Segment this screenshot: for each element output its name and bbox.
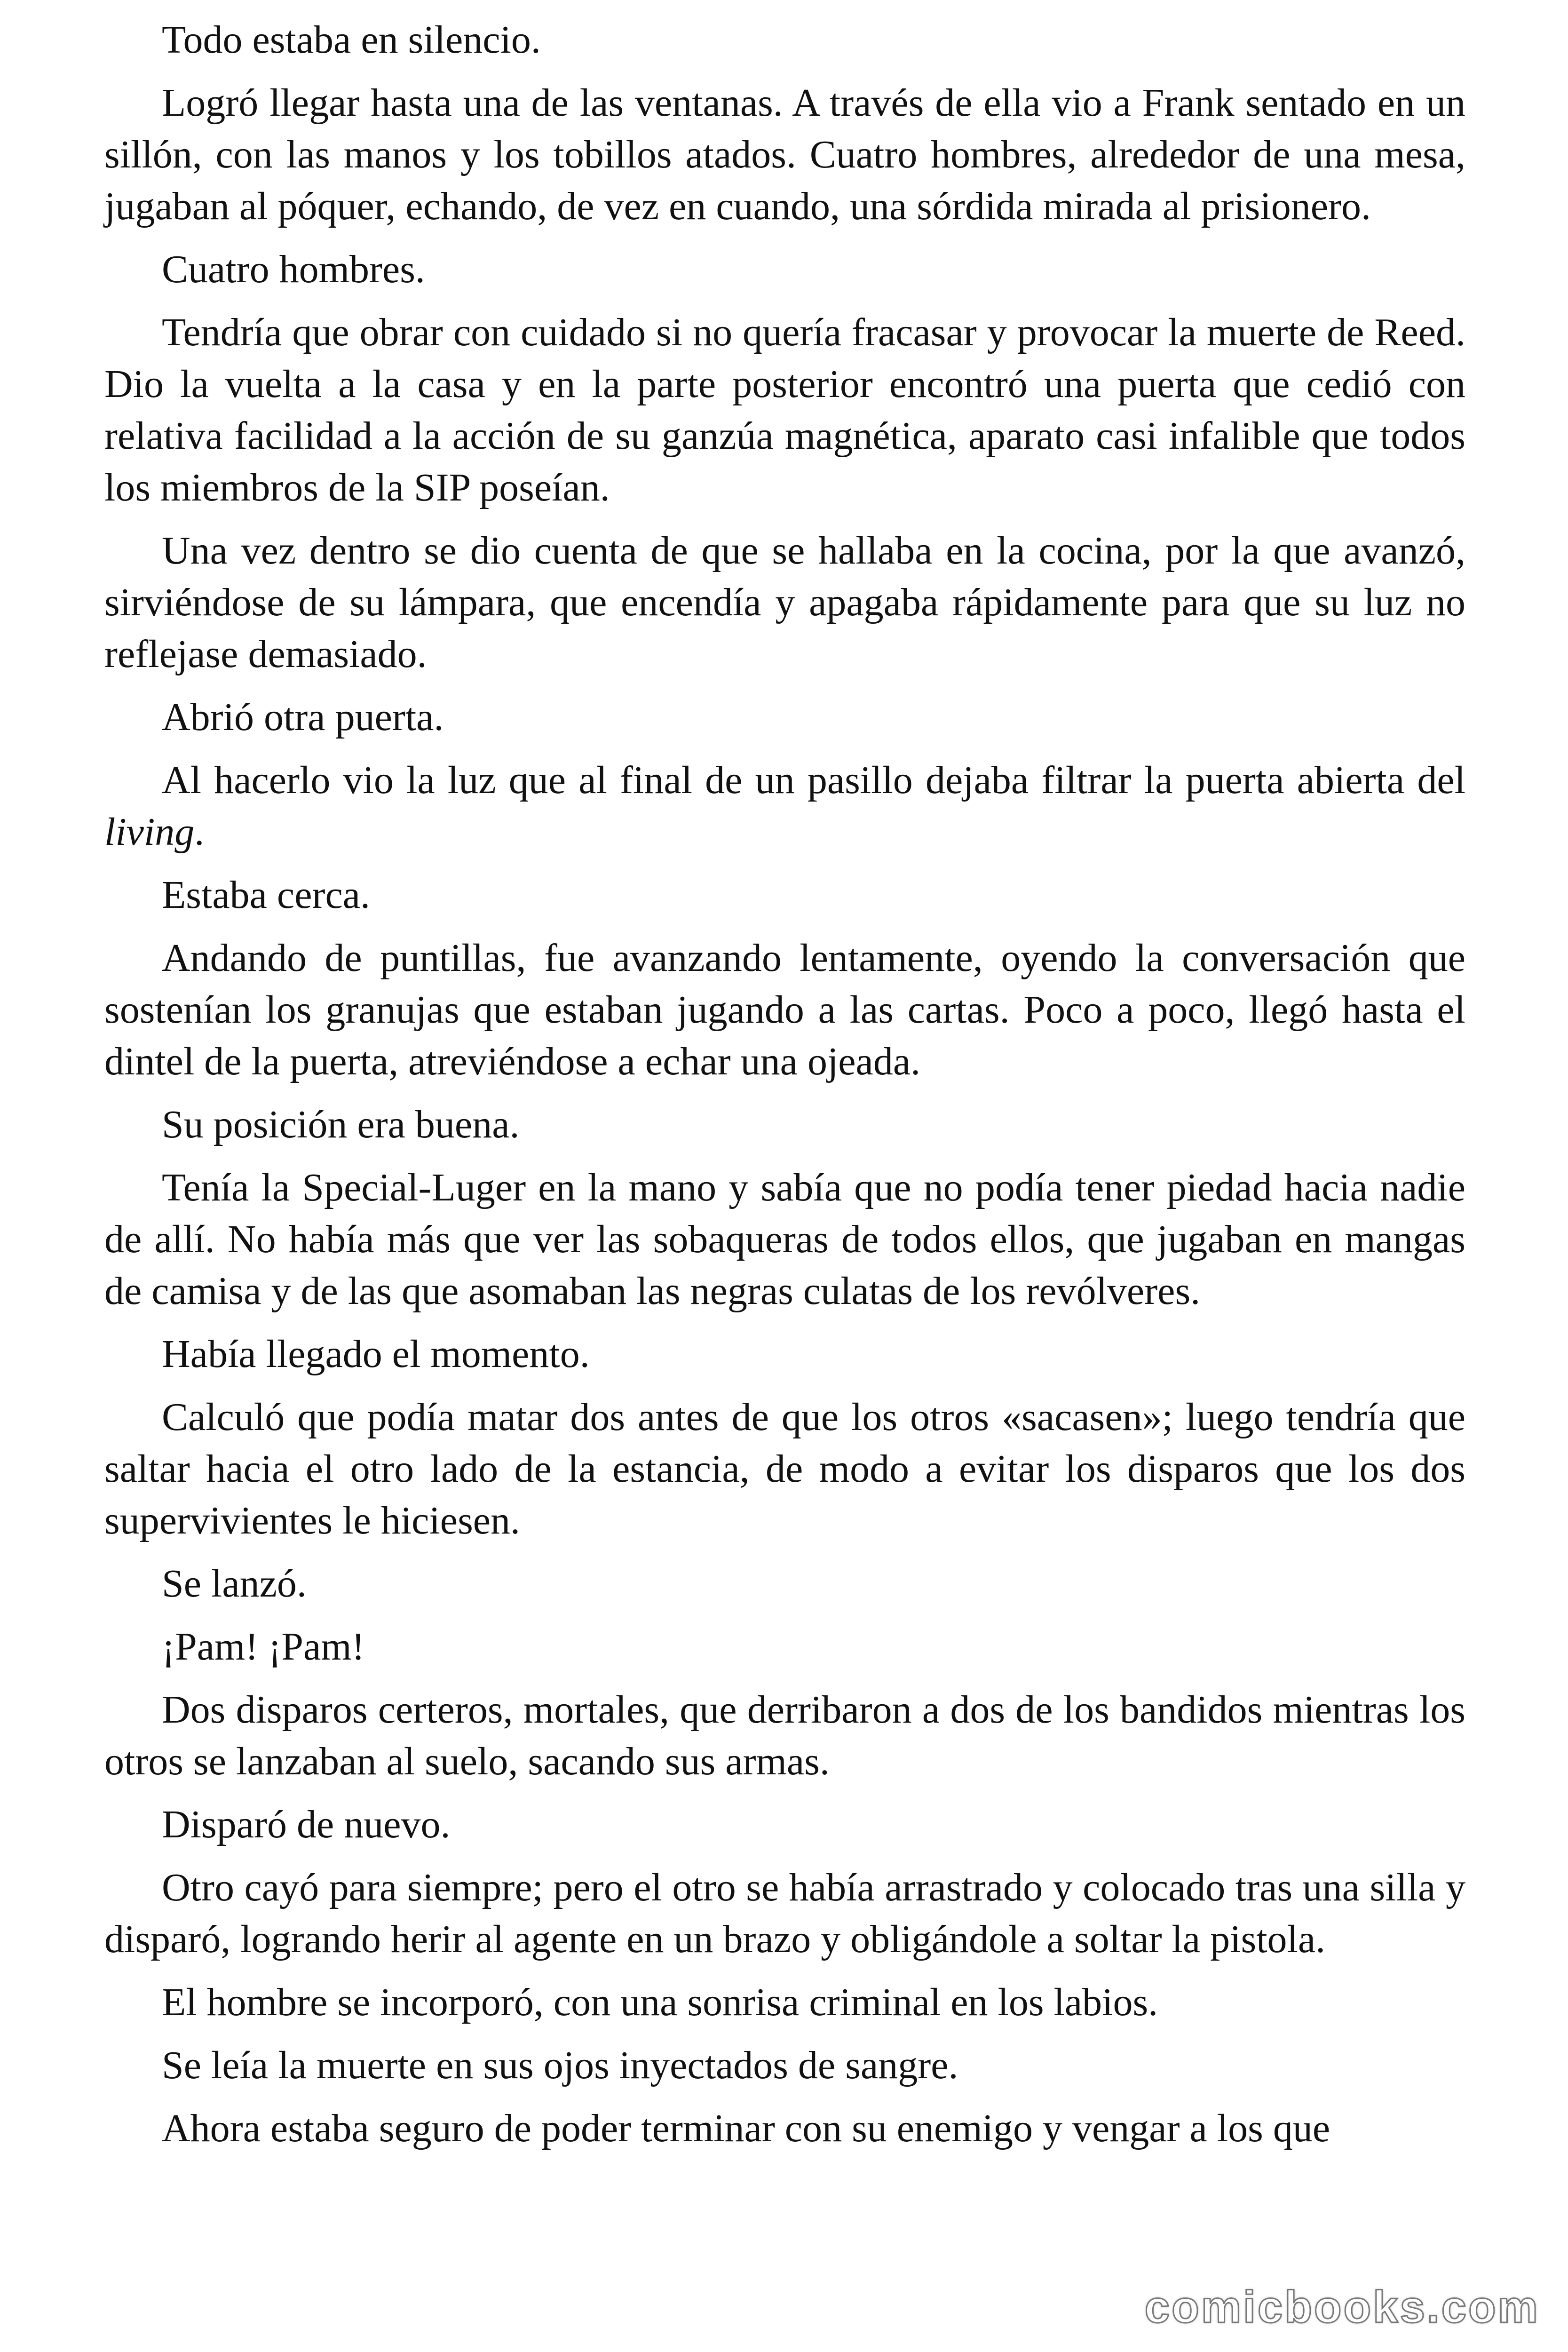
paragraph: Ahora estaba seguro de poder terminar con su enemigo y vengar a los que [162,2106,1330,2150]
italic-word: living [104,810,195,854]
watermark: comicbooks.com [1144,2282,1540,2332]
paragraph: Calculó que podía matar dos antes de que los otros «sacasen»; luego tendría que saltar hacia el otro lado de la estancia, de modo a evitar los disparos que los dos supervivientes le hiciesen. [104,1395,1465,1542]
paragraph: Logró llegar hasta una de las ventanas. A través de ella vio a Frank sentado en un sillón, con las manos y los tobillos atados. Cuatro hombres, alrededor de una mesa, jugaban al póquer, echando, de vez en cuando, una sórdida mirada al prisionero. [104,81,1465,228]
paragraph: ¡Pam! ¡Pam! [162,1625,365,1669]
paragraph: Otro cayó para siempre; pero el otro se había arrastrado y colocado tras una silla y disparó, logrando herir al agente en un brazo y obligándole a soltar la pistola. [104,1866,1465,1961]
paragraph: Todo estaba en silencio. [162,18,541,62]
paragraph: Su posición era buena. [162,1103,520,1146]
paragraph: Se lanzó. [162,1562,307,1605]
paragraph: Tenía la Special-Luger en la mano y sabía que no podía tener piedad hacia nadie de allí. No había más que ver las sobaqueras de todos ellos, que jugaban en mangas de camisa y de las que asomaban las negras culatas de los revólveres. [104,1166,1465,1313]
paragraph: Tendría que obrar con cuidado si no quería fracasar y provocar la muerte de Reed. Dio la vuelta a la casa y en la parte posterior encontró una puerta que cedió con relativa facilidad a la acción de su ganzúa magnética, aparato casi infalible que todos los miembros de la SIP poseían. [104,310,1465,509]
paragraph: Andando de puntillas, fue avanzando lentamente, oyendo la conversación que sostenían los granujas que estaban jugando a las cartas. Poco a poco, llegó hasta el dintel de la puerta, atreviéndose a echar una ojeada. [104,936,1465,1083]
paragraph: Dos disparos certeros, mortales, que derribaron a dos de los bandidos mientras los otros se lanzaban al suelo, sacando sus armas. [104,1688,1465,1783]
paragraph-text: Al hacerlo vio la luz que al final de un pasillo dejaba filtrar la puerta abierta del [162,758,1465,802]
paragraph: Se leía la muerte en sus ojos inyectados de sangre. [162,2043,958,2087]
paragraph: Cuatro hombres. [162,247,425,291]
paragraph: Estaba cerca. [162,873,371,917]
paragraph: Disparó de nuevo. [162,1803,451,1846]
paragraph: Había llegado el momento. [162,1332,590,1376]
paragraph: El hombre se incorporó, con una sonrisa criminal en los labios. [162,1980,1158,2024]
paragraph: Una vez dentro se dio cuenta de que se hallaba en la cocina, por la que avanzó, sirviéndose de su lámpara, que encendía y apagaba rápidamente para que su luz no reflejase demasiado. [104,529,1465,676]
paragraph-text: . [194,810,205,854]
paragraph: Abrió otra puerta. [162,695,444,739]
page-body [104,14,1465,2166]
paragraph [104,755,1465,858]
